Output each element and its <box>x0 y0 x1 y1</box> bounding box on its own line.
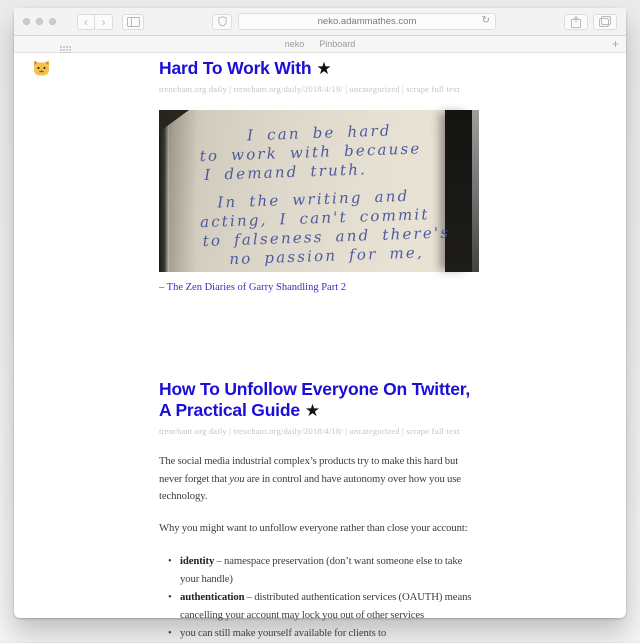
address-bar[interactable] <box>238 13 496 30</box>
list-item-clipped <box>159 625 481 643</box>
post-title-link[interactable] <box>159 58 481 79</box>
window-controls <box>23 18 67 25</box>
star-icon[interactable]: ★ <box>304 401 320 420</box>
url-text: neko.adammathes.com <box>317 16 417 27</box>
reload-button[interactable]: ↻ <box>481 15 490 26</box>
paragraph <box>159 453 481 506</box>
caption-link[interactable]: – The Zen Diaries of Garry Shandling Part 2 <box>159 282 347 293</box>
handwriting-line: to falseness and there's <box>202 223 451 251</box>
sidebar-button[interactable] <box>122 14 144 30</box>
share-button[interactable] <box>564 14 588 30</box>
post-title-link[interactable] <box>159 379 481 421</box>
handwriting-line: In the writing and <box>217 186 410 212</box>
list-term: identity <box>180 555 215 567</box>
new-tab-button[interactable]: + <box>611 37 619 51</box>
browser-window <box>14 8 626 639</box>
zoom-window-button[interactable] <box>49 18 56 25</box>
list-text: – namespace preservation (don’t want someone else to take your handle) <box>180 555 463 585</box>
star-icon[interactable]: ★ <box>316 59 332 78</box>
back-button[interactable] <box>77 14 95 30</box>
tab-overview-button[interactable] <box>593 14 617 30</box>
privacy-button[interactable] <box>212 14 232 30</box>
tabs-icon <box>599 16 611 27</box>
post-meta[interactable]: trenchant.org daily | trenchant.org/daily/2018/4/19/ | uncategorized | scrape full text <box>159 84 460 94</box>
favorites-bar <box>14 36 626 53</box>
post-title-text: Hard To Work With <box>159 58 312 78</box>
favorite-item-neko[interactable]: neko <box>284 39 305 49</box>
post-1 <box>159 58 481 293</box>
share-icon <box>571 16 581 28</box>
favorite-item-pinboard[interactable]: Pinboard <box>319 39 356 49</box>
list-item <box>159 553 481 588</box>
sidebar-icon <box>127 17 140 27</box>
minimize-window-button[interactable] <box>36 18 43 25</box>
list-text: – distributed authentication services (OAUTH) means cancelling your account may lock you out of other services <box>180 591 472 621</box>
list-text: you can still make yourself available for clients to <box>180 627 387 639</box>
handwriting-line: no passion for me, <box>229 243 425 269</box>
post-meta[interactable]: trenchant.org daily | trenchant.org/daily/2018/4/18/ | uncategorized | scrape full text <box>159 426 460 436</box>
handwriting-text <box>159 110 479 272</box>
cat-emoji-logo[interactable] <box>33 60 50 81</box>
paragraph-text: The social media industrial complex’s products try to make this hard but never forget that <box>159 455 459 485</box>
nav-buttons <box>77 14 113 30</box>
forward-button[interactable] <box>95 14 113 30</box>
handwritten-note-image <box>159 110 479 272</box>
list-term: authentication <box>180 591 245 603</box>
paragraph-text: are in control and have autonomy over how you use technology. <box>159 472 461 502</box>
shield-icon <box>218 16 227 27</box>
handwriting-line: to work with because <box>199 139 422 166</box>
post-title-text: How To Unfollow Everyone On Twitter, A Practical Guide <box>159 379 471 420</box>
list-item <box>159 589 481 624</box>
page-content <box>14 53 626 639</box>
handwriting-line: I can be hard <box>246 121 392 145</box>
forward-icon: › <box>101 14 106 29</box>
close-window-button[interactable] <box>23 18 30 25</box>
reasons-list <box>159 553 481 643</box>
post-2 <box>159 379 481 643</box>
paragraph: Why you might want to unfollow everyone rather than close your account: <box>159 521 468 534</box>
browser-toolbar <box>14 8 626 36</box>
paragraph-emphasis: you <box>229 472 245 485</box>
back-icon: ‹ <box>84 14 88 29</box>
handwriting-line: I demand truth. <box>204 160 368 184</box>
handwriting-line: acting, I can't commit <box>199 205 430 232</box>
